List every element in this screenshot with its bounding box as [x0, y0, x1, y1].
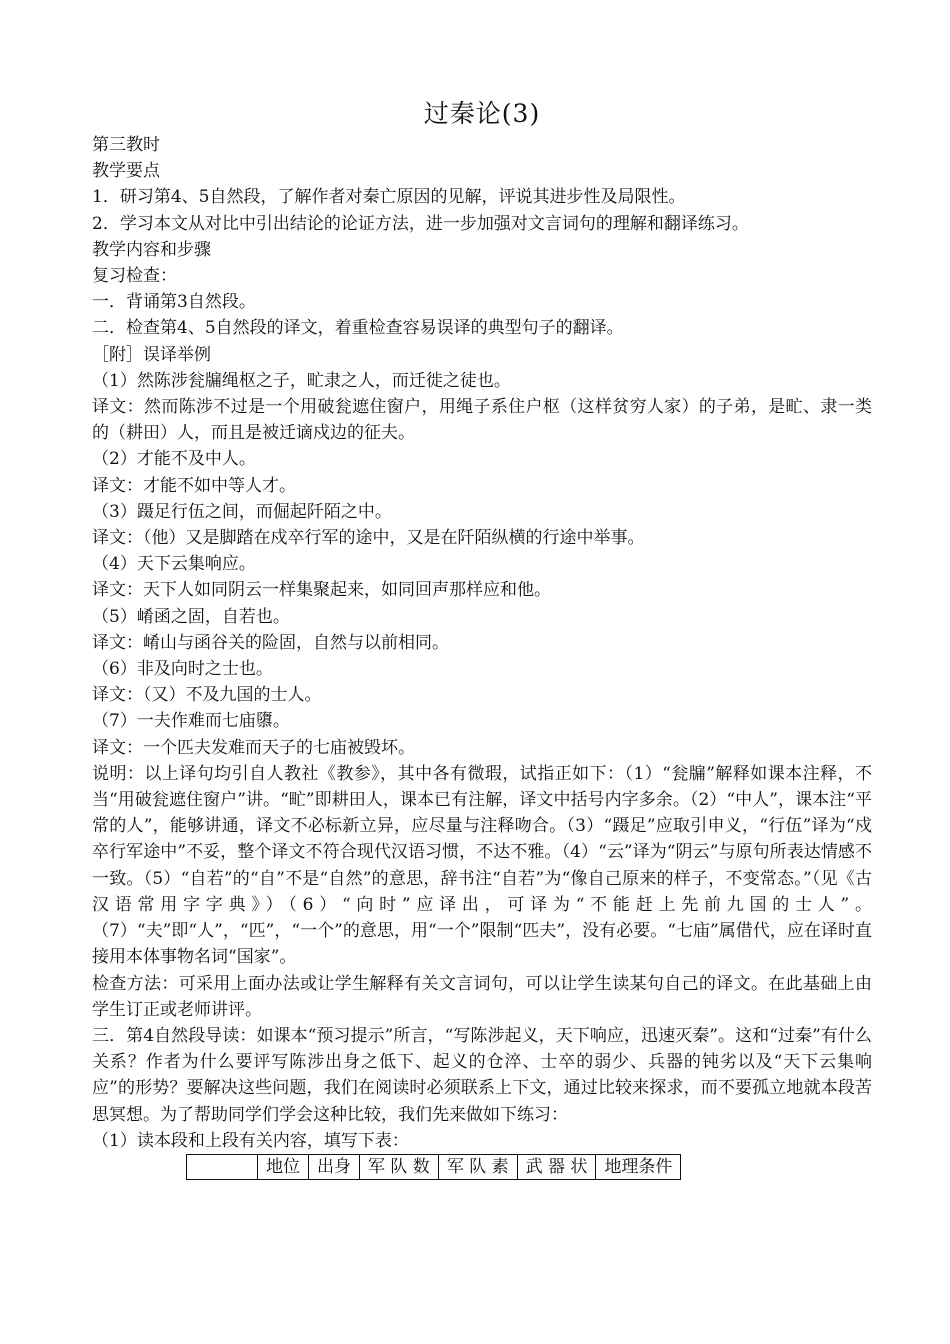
text-line: ［附］误译举例: [92, 344, 211, 365]
text-line: 说明：以上译句均引自人教社《教参》，其中各有微瑕，试指正如下：（1）“瓮牖”解释如课本注释，不当“用破瓮遮住窗户”讲。“甿”即耕田人，课本已有注解，译文中括号内字多余。（2）“中人”，课本注“平常的人”，能够讲通，译文不必标新立异，应尽量与注释吻合。（3）“蹑足”应取引申义，“行伍”译为“戍卒行军途中”不妥，整个译文不符合现代汉语习惯，不达不雅。（4）“云”译为“阴云”与原句所表达情感不一致。（5）“自若”的“自”不是“自然”的意思，辞书注“自若”为“像自己原来的样子，不变常态。”（见《古汉语常用字字典》）（6）“向时”应译出，可译为“不能赶上先前九国的士人”。（7）“夫”即“人”，“匹”，“一个”的意思，用“一个”限制“匹夫”，没有必要。“七庙”属借代，应在译时直接用本体事物名词“国家”。: [92, 763, 872, 968]
text-line: 复习检查：: [92, 266, 177, 287]
text-line: （5）崤函之固，自若也。: [92, 606, 290, 627]
text-line: 1．研习第4、5自然段，了解作者对秦亡原因的见解，评说其进步性及局限性。: [92, 187, 686, 208]
table-header-cell: 军 队 素: [438, 1154, 517, 1179]
text-line: 一．背诵第3自然段。: [92, 292, 256, 313]
text-line: （4）天下云集响应。: [92, 554, 256, 575]
table-header-cell: 地位: [258, 1154, 309, 1179]
text-line: 译文：才能不如中等人才。: [92, 475, 296, 496]
document-title: 过秦论(3): [423, 99, 541, 128]
comparison-table: [186, 1154, 681, 1180]
text-line: （1）然陈涉瓮牖绳枢之子，甿隶之人，而迁徙之徒也。: [92, 370, 511, 391]
text-line: （7）一夫作难而七庙隳。: [92, 711, 290, 732]
table-header-cell: 军 队 数: [360, 1154, 439, 1179]
text-line: 2．学习本文从对比中引出结论的论证方法，进一步加强对文言词句的理解和翻译练习。: [92, 213, 749, 234]
text-line: 译文：天下人如同阴云一样集聚起来，如同回声那样应和他。: [92, 580, 551, 601]
text-line: 译文：（又）不及九国的士人。: [92, 685, 322, 706]
table-header-cell: [187, 1154, 258, 1179]
text-line: （6）非及向时之士也。: [92, 659, 273, 680]
text-line: 二．检查第4、5自然段的译文，着重检查容易误译的典型句子的翻译。: [92, 318, 624, 339]
table-header-row: [187, 1154, 681, 1179]
text-line: 第三教时: [92, 135, 160, 155]
text-line: 译文：一个匹夫发难而天子的七庙被毁坏。: [92, 737, 415, 758]
text-line: 教学要点: [92, 161, 160, 182]
text-line: 译文：崤山与函谷关的险固，自然与以前相同。: [92, 632, 449, 653]
table-header-cell: 武 器 状: [517, 1154, 596, 1179]
text-line: 检查方法：可采用上面办法或让学生解释有关文言词句，可以让学生读某句自己的译文。在此基础上由学生订正或老师讲评。: [92, 973, 872, 1020]
text-line: 三．第4自然段导读：如课本“预习提示”所言，“写陈涉起义，天下响应，迅速灭秦”。这和“过秦”有什么关系？作者为什么要评写陈涉出身之低下、起义的仓淬、士卒的弱少、兵器的钝劣以及“天下云集响应”的形势？要解决这些问题，我们在阅读时必须联系上下文，通过比较来探求，而不要孤立地就本段苦思冥想。为了帮助同学们学会这种比较，我们先来做如下练习：: [92, 1025, 872, 1125]
text-line: （2）才能不及中人。: [92, 449, 256, 470]
table-header-cell: 出身: [309, 1154, 360, 1179]
table-header-cell: 地理条件: [596, 1154, 681, 1179]
text-line: 译文：然而陈涉不过是一个用破瓮遮住窗户，用绳子系住户枢（这样贫穷人家）的子弟，是甿、隶一类的（耕田）人，而且是被迁谪戍边的征夫。: [92, 397, 872, 444]
text-line: 教学内容和步骤: [92, 239, 211, 260]
text-line: （3）蹑足行伍之间，而倔起阡陌之中。: [92, 501, 392, 522]
document-page: [92, 96, 872, 1180]
text-line: （1）读本段和上段有关内容，填写下表：: [92, 1130, 409, 1151]
text-line: 译文：（他）又是脚踏在戍卒行军的途中，又是在阡陌纵横的行途中举事。: [92, 528, 645, 549]
